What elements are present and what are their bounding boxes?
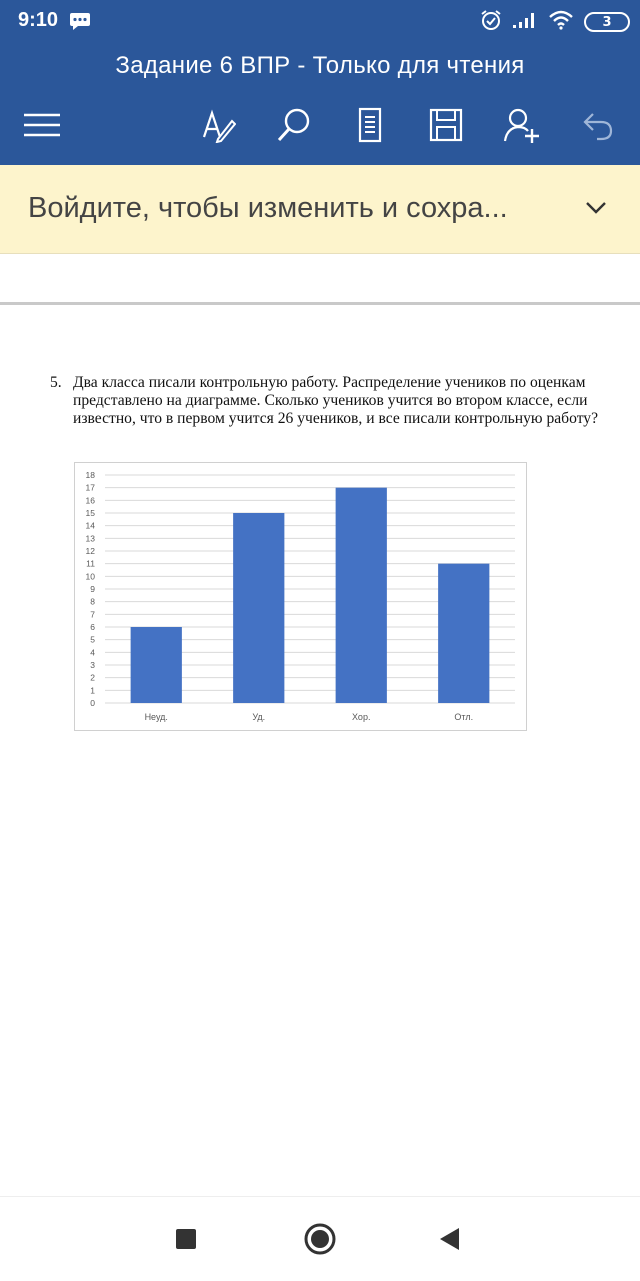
message-notification-icon (69, 12, 91, 34)
chevron-down-icon[interactable] (584, 195, 608, 223)
y-tick-label: 7 (90, 609, 95, 620)
y-tick-label: 9 (90, 584, 95, 594)
recent-apps-button[interactable] (168, 1221, 204, 1257)
save-icon[interactable] (426, 105, 466, 145)
reading-view-icon[interactable] (350, 105, 390, 145)
bar-chart-svg (75, 463, 526, 730)
y-tick-label: 12 (85, 546, 95, 556)
bar (336, 488, 387, 703)
x-tick-label: Уд. (252, 712, 266, 722)
x-tick-label: Хор. (352, 712, 371, 722)
undo-icon[interactable] (578, 105, 618, 145)
y-tick-label: 13 (85, 533, 95, 544)
y-tick-label: 4 (90, 647, 95, 658)
y-tick-label: 10 (85, 571, 95, 582)
search-icon[interactable] (274, 105, 314, 145)
y-tick-label: 1 (90, 685, 95, 696)
android-nav-bar (0, 1196, 640, 1281)
y-tick-label: 14 (85, 520, 95, 531)
bar (131, 627, 182, 703)
question-block (50, 374, 610, 428)
question-text: Два класса писали контрольную работу. Распределение учеников по оценкам представлено на диаграмме. Сколько учеников учится во втором классе, если известно, что в первом учится 26 учеников, и все писали контрольную работу? (73, 374, 599, 427)
x-tick-label: Отл. (454, 712, 474, 722)
question-number: 5. (50, 374, 62, 391)
bar-chart (74, 462, 527, 731)
sign-in-banner-text: Войдите, чтобы изменить и сохра... (28, 192, 508, 224)
x-tick-label: Неуд. (144, 712, 168, 722)
status-bar (0, 0, 640, 42)
page-separator (0, 302, 640, 305)
sign-in-banner[interactable] (0, 165, 640, 254)
share-user-icon[interactable] (502, 105, 542, 145)
bar (438, 564, 489, 703)
y-tick-label: 18 (85, 470, 95, 480)
alarm-icon (480, 9, 502, 35)
back-button[interactable] (432, 1221, 468, 1257)
draw-icon[interactable] (198, 105, 238, 145)
y-tick-label: 15 (85, 508, 95, 518)
y-tick-label: 0 (90, 698, 95, 708)
home-button[interactable] (302, 1221, 338, 1257)
menu-icon[interactable] (22, 105, 62, 145)
wifi-icon (548, 10, 574, 34)
status-time: 9:10 (18, 9, 59, 31)
y-tick-label: 2 (90, 672, 95, 683)
battery-indicator: 3 (584, 12, 630, 32)
y-tick-label: 17 (85, 482, 95, 493)
signal-icon (512, 11, 538, 33)
y-tick-label: 8 (90, 596, 95, 607)
bar (233, 513, 284, 703)
y-tick-label: 3 (90, 660, 95, 670)
document-title: Задание 6 ВПР - Только для чтения (115, 52, 525, 79)
y-tick-label: 16 (85, 495, 95, 506)
square-icon (176, 1229, 196, 1249)
y-tick-label: 11 (86, 558, 95, 569)
title-bar (0, 42, 640, 165)
y-tick-label: 6 (90, 622, 95, 632)
y-tick-label: 5 (90, 634, 95, 645)
